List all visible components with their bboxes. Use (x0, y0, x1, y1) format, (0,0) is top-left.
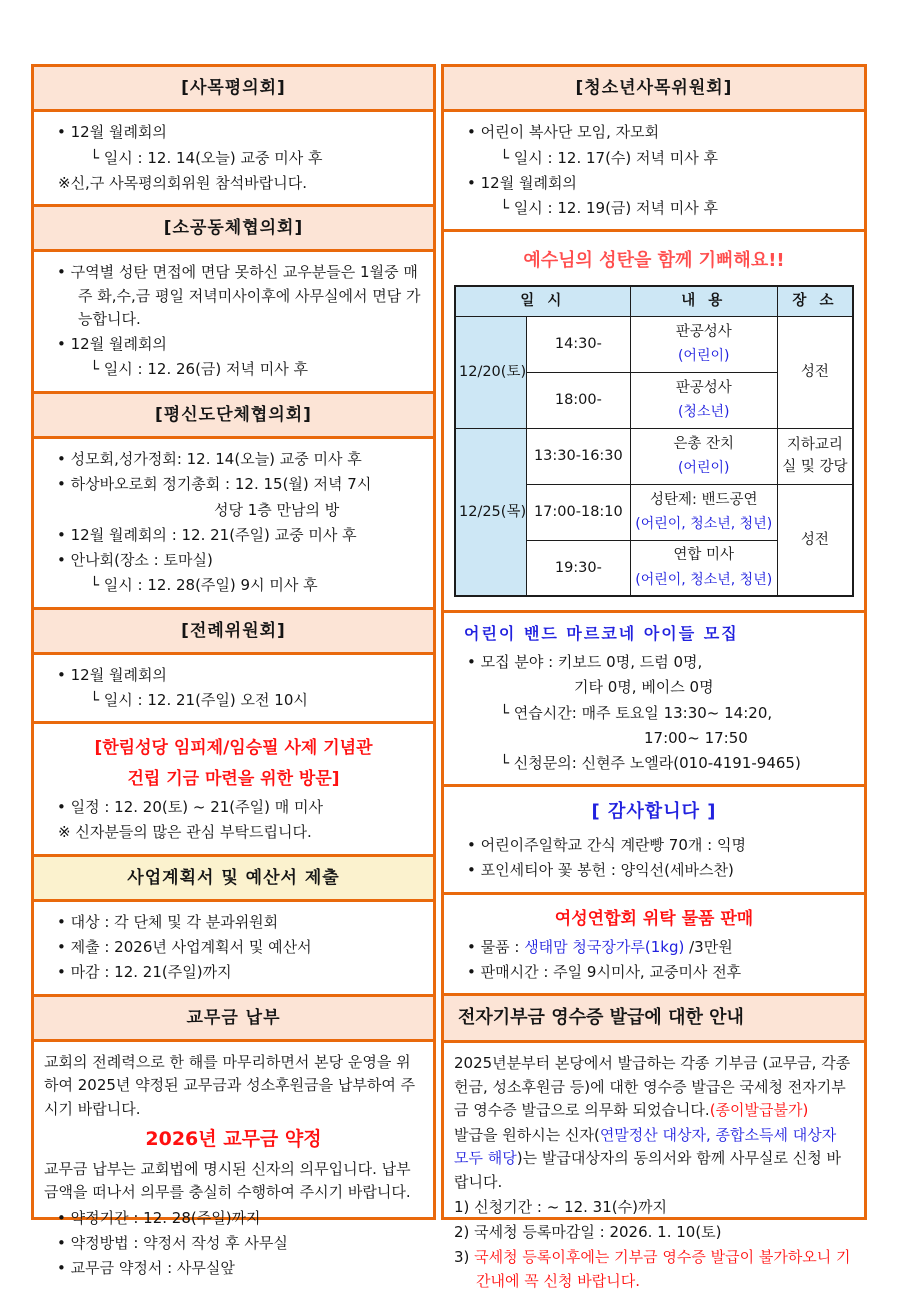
item-number: 3) (454, 1248, 475, 1267)
place-cell: 성전 (777, 484, 853, 596)
event-group: (어린이) (677, 460, 730, 477)
section-header-youth-ministry: [청소년사목위원회] (444, 67, 864, 109)
bullet-line: • 포인세티아 꽃 봉헌 : 양익선(세바스찬) (467, 861, 734, 880)
schedule-row (455, 428, 853, 484)
content-cell (630, 316, 777, 372)
section-body-lay-association (34, 436, 433, 607)
bullet-line: • 제출 : 2026년 사업계획서 및 예산서 (57, 938, 312, 957)
sub-line: └ 연습시간: 매주 토요일 13:30~ 14:20, (500, 703, 773, 722)
note-line: ※신,구 사목평의회위원 참석바랍니다. (58, 173, 307, 192)
paragraph (454, 1052, 854, 1122)
item-price: /3만원 (684, 937, 733, 956)
women-sale-title: 여성연합회 위탁 물품 판매 (554, 908, 754, 929)
section-body-women-association-sale (444, 892, 864, 994)
time-cell: 18:00- (527, 372, 630, 428)
bullet-line: • 어린이 복사단 모임, 자모회 (467, 123, 660, 142)
sub-line: └ 일시 : 12. 21(주일) 오전 10시 (90, 691, 308, 710)
paragraph: 교무금 납부는 교회법에 명시된 신자의 의무입니다. 납부금액을 떠나서 의무를 충실히 수행하여 주시기 바랍니다. (44, 1160, 411, 1202)
time-cell: 14:30- (527, 316, 630, 372)
event-title: 은총 잔치 (673, 435, 735, 452)
section-body-youth-ministry (444, 109, 864, 229)
numbered-line: 2) 국세청 등록마감일 : 2026. 1. 10(토) (454, 1223, 722, 1242)
bullet-line: • 12월 월례회의 (57, 335, 167, 354)
dues-pledge-heading: 2026년 교무금 약정 (145, 1127, 322, 1150)
bullet-line: • 약정방법 : 약정서 작성 후 사무실 (57, 1233, 288, 1252)
receipt-text: )는 발급대상자의 동의서와 함께 사무실로 신청 바랍니다. (454, 1149, 841, 1191)
christmas-title: 예수님의 성탄을 함께 기뻐해요!! (523, 250, 785, 272)
receipt-text: 2025년분부터 본당에서 발급하는 각종 기부금 (교무금, 각종 헌금, 성소후원금 등)에 대한 영수증 발급은 국세청 전자기부금 영수증 발급으로 의무화 되었습니다. (454, 1054, 851, 1119)
deadline-warning-red: 국세청 등록이후에는 기부금 영수증 발급이 불가하오니 기간내에 꼭 신청 바랍니다. (474, 1248, 851, 1290)
memorial-fund-title-line1: [한림성당 임피제/임승필 사제 기념관 (94, 738, 373, 759)
bullet-line: • 12월 월례회의 (57, 665, 167, 684)
bullet-line: • 약정기간 : 12. 28(주일)까지 (57, 1208, 261, 1227)
content-cell (630, 540, 777, 596)
sub-line: └ 일시 : 12. 17(수) 저녁 미사 후 (500, 148, 719, 167)
bullet-line: • 모집 분야 : 키보드 0명, 드럼 0명, (467, 653, 703, 671)
no-paper-issue-red: (종이발급불가) (709, 1100, 809, 1119)
section-body-business-plan (34, 899, 433, 994)
note-line: ※ 신자분들의 많은 관심 부탁드립니다. (58, 823, 312, 842)
receipt-text: 발급을 원하시는 신자( (454, 1126, 600, 1145)
target-person-blue: 연말정산 대상자, 종합소득세 대상자 모두 해당 (454, 1126, 837, 1168)
event-title: 판공성사 (675, 323, 732, 340)
time-cell: 17:00-18:10 (527, 484, 630, 540)
band-recruit-title: 어린이 밴드 마르코네 아이들 모집 (464, 624, 739, 644)
section-body-christmas-schedule (444, 229, 864, 610)
section-body-donation-receipt (444, 1040, 864, 1302)
event-group: (어린이) (677, 348, 730, 365)
event-title: 판공성사 (675, 379, 732, 396)
bullet-line: • 구역별 성탄 면접에 면담 못하신 교우분들은 1월중 매주 화,수,금 평일 저녁미사이후에 사무실에서 면담 가능합니다. (57, 263, 421, 328)
place-cell: 성전 (777, 316, 853, 428)
date-cell: 12/20(토) (455, 316, 527, 428)
item-label: • 물품 : (467, 937, 525, 956)
schedule-header-row (455, 286, 853, 316)
place-cell: 지하교리실 및 강당 (777, 428, 853, 484)
sub-line: └ 일시 : 12. 26(금) 저녁 미사 후 (90, 360, 309, 379)
right-column (441, 64, 867, 1290)
section-header-church-dues: 교무금 납부 (34, 994, 433, 1039)
section-header-business-plan: 사업계획서 및 예산서 제출 (34, 854, 433, 899)
event-group: (청소년) (677, 404, 730, 421)
bullet-line: • 마감 : 12. 21(주일)까지 (57, 963, 232, 982)
continuation-line: 성당 1층 만남의 방 (214, 500, 340, 519)
paragraph (454, 1124, 854, 1194)
sub-line: └ 신청문의: 신현주 노엘라(010-4191-9465) (500, 754, 801, 772)
section-header-small-community: [소공동체협의회] (34, 204, 433, 249)
col-header-content: 내 용 (630, 286, 777, 316)
date-cell: 12/25(목) (455, 428, 527, 596)
left-column (31, 64, 436, 1278)
section-body-small-community (34, 249, 433, 390)
sub-line: └ 일시 : 12. 28(주일) 9시 미사 후 (90, 576, 318, 595)
sub-line: └ 일시 : 12. 14(오늘) 교중 미사 후 (90, 148, 323, 167)
time-cell: 13:30-16:30 (527, 428, 630, 484)
continuation-line: 기타 0명, 베이스 0명 (574, 678, 714, 697)
continuation-line: 17:00~ 17:50 (644, 728, 748, 747)
event-group: (어린이, 청소년, 청년) (635, 516, 773, 533)
section-header-lay-association: [평신도단체협의회] (34, 391, 433, 436)
event-title: 연합 미사 (673, 547, 735, 564)
item-name-blue: 생태맘 청국장가루(1kg) (524, 937, 685, 956)
numbered-line (454, 1246, 854, 1293)
numbered-line: 1) 신청기간 : ~ 12. 31(수)까지 (454, 1197, 667, 1216)
event-group: (어린이, 청소년, 청년) (635, 571, 773, 588)
col-header-place: 장 소 (777, 286, 853, 316)
section-body-liturgy-committee (34, 652, 433, 722)
bullet-line: • 12월 월례회의 : 12. 21(주일) 교중 미사 후 (57, 525, 357, 544)
paragraph: 교회의 전례력으로 한 해를 마무리하면서 본당 운영을 위하여 2025년 약정된 교무금과 성소후원금을 납부하여 주시기 바랍니다. (44, 1053, 416, 1118)
memorial-fund-title-line2: 건립 기금 마련을 위한 방문] (127, 768, 340, 789)
bullet-line: • 일정 : 12. 20(토) ~ 21(주일) 매 미사 (57, 798, 323, 817)
col-header-datetime: 일 시 (455, 286, 630, 316)
thanks-title: [ 감사합니다 ] (591, 801, 717, 823)
bullet-line: • 성모회,성가정회: 12. 14(오늘) 교중 미사 후 (57, 450, 362, 469)
sub-line: └ 일시 : 12. 19(금) 저녁 미사 후 (500, 199, 719, 218)
bullet-line (454, 936, 854, 959)
bullet-line: • 12월 월례회의 (57, 123, 167, 142)
time-cell: 19:30- (527, 540, 630, 596)
section-body-memorial-fund (34, 721, 433, 853)
section-header-pastoral-council: [사목평의회] (34, 67, 433, 109)
section-header-donation-receipt: 전자기부금 영수증 발급에 대한 안내 (444, 993, 864, 1040)
section-body-thanks (444, 784, 864, 891)
bullet-line: • 어린이주일학교 간식 계란빵 70개 : 익명 (467, 836, 746, 855)
section-header-liturgy-committee: [전례위원회] (34, 607, 433, 652)
bullet-line: • 하상바오로회 정기총회 : 12. 15(월) 저녁 7시 (57, 475, 372, 494)
schedule-table (454, 285, 854, 597)
bullet-line: • 교무금 약정서 : 사무실앞 (57, 1259, 235, 1278)
content-cell (630, 484, 777, 540)
bullet-line: • 판매시간 : 주일 9시미사, 교중미사 전후 (467, 963, 742, 982)
event-title: 성탄제: 밴드공연 (649, 491, 758, 508)
section-body-children-band (444, 610, 864, 784)
bullet-line: • 12월 월례회의 (467, 173, 577, 192)
schedule-row (455, 316, 853, 372)
section-body-pastoral-council (34, 109, 433, 204)
section-body-church-dues (34, 1039, 433, 1289)
bullet-line: • 대상 : 각 단체 및 각 분과위원회 (57, 912, 279, 931)
bullet-line: • 안나회(장소 : 토마실) (57, 551, 213, 570)
content-cell (630, 372, 777, 428)
content-cell (630, 428, 777, 484)
